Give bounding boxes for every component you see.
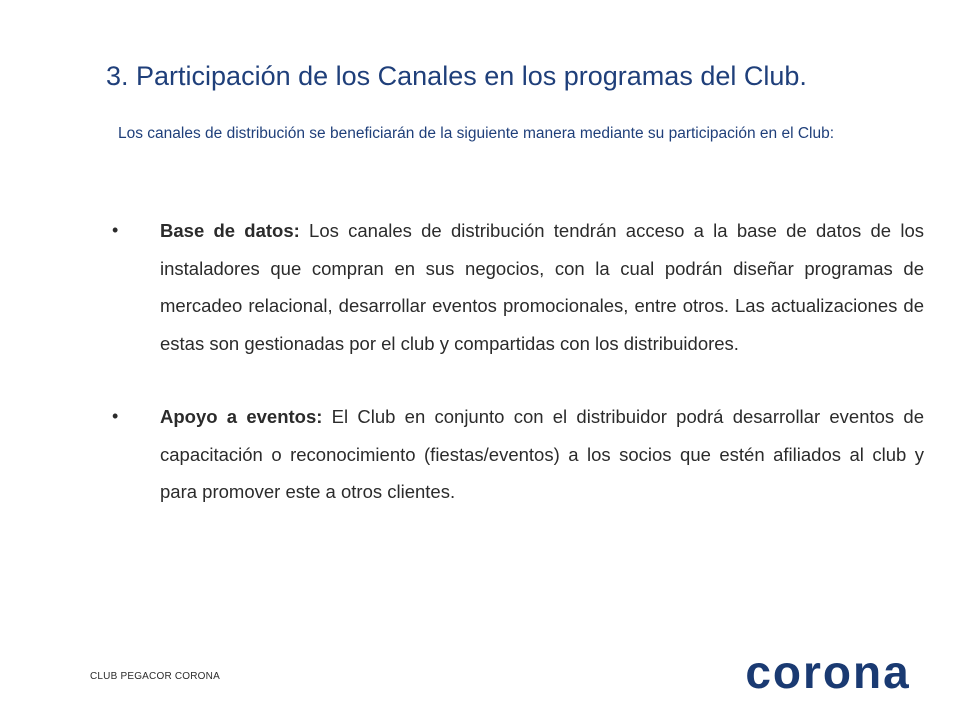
footer-label: CLUB PEGACOR CORONA xyxy=(90,671,220,682)
slide-title: 3. Participación de los Canales en los programas del Club. xyxy=(106,61,807,91)
corona-logo-text: corona xyxy=(745,650,911,698)
bullet-text xyxy=(160,398,924,511)
bullet-term: Apoyo a eventos: xyxy=(160,406,323,427)
bullet-list xyxy=(112,212,924,547)
bullet-item-events xyxy=(112,398,924,511)
bullet-description: Los canales de distribución tendrán acceso a la base de datos de los instaladores que compran en sus negocios, con la cual podrán diseñar programas de mercadeo relacional, desarrollar eventos promocionales, entre otros. Las actualizaciones de estas son gestionadas por el club y compartidas con los distribuidores. xyxy=(160,220,924,354)
bullet-icon: • xyxy=(112,406,119,426)
bullet-text xyxy=(160,212,924,362)
corona-logo xyxy=(728,650,928,698)
bullet-item-database xyxy=(112,212,924,362)
bullet-term: Base de datos: xyxy=(160,220,300,241)
bullet-icon: • xyxy=(112,220,119,240)
intro-paragraph: Los canales de distribución se beneficiarán de la siguiente manera mediante su participación en el Club: xyxy=(118,125,835,142)
bullet-description: El Club en conjunto con el distribuidor podrá desarrollar eventos de capacitación o reconocimiento (fiestas/eventos) a los socios que estén afiliados al club y para promover este a otros clientes. xyxy=(160,406,924,502)
